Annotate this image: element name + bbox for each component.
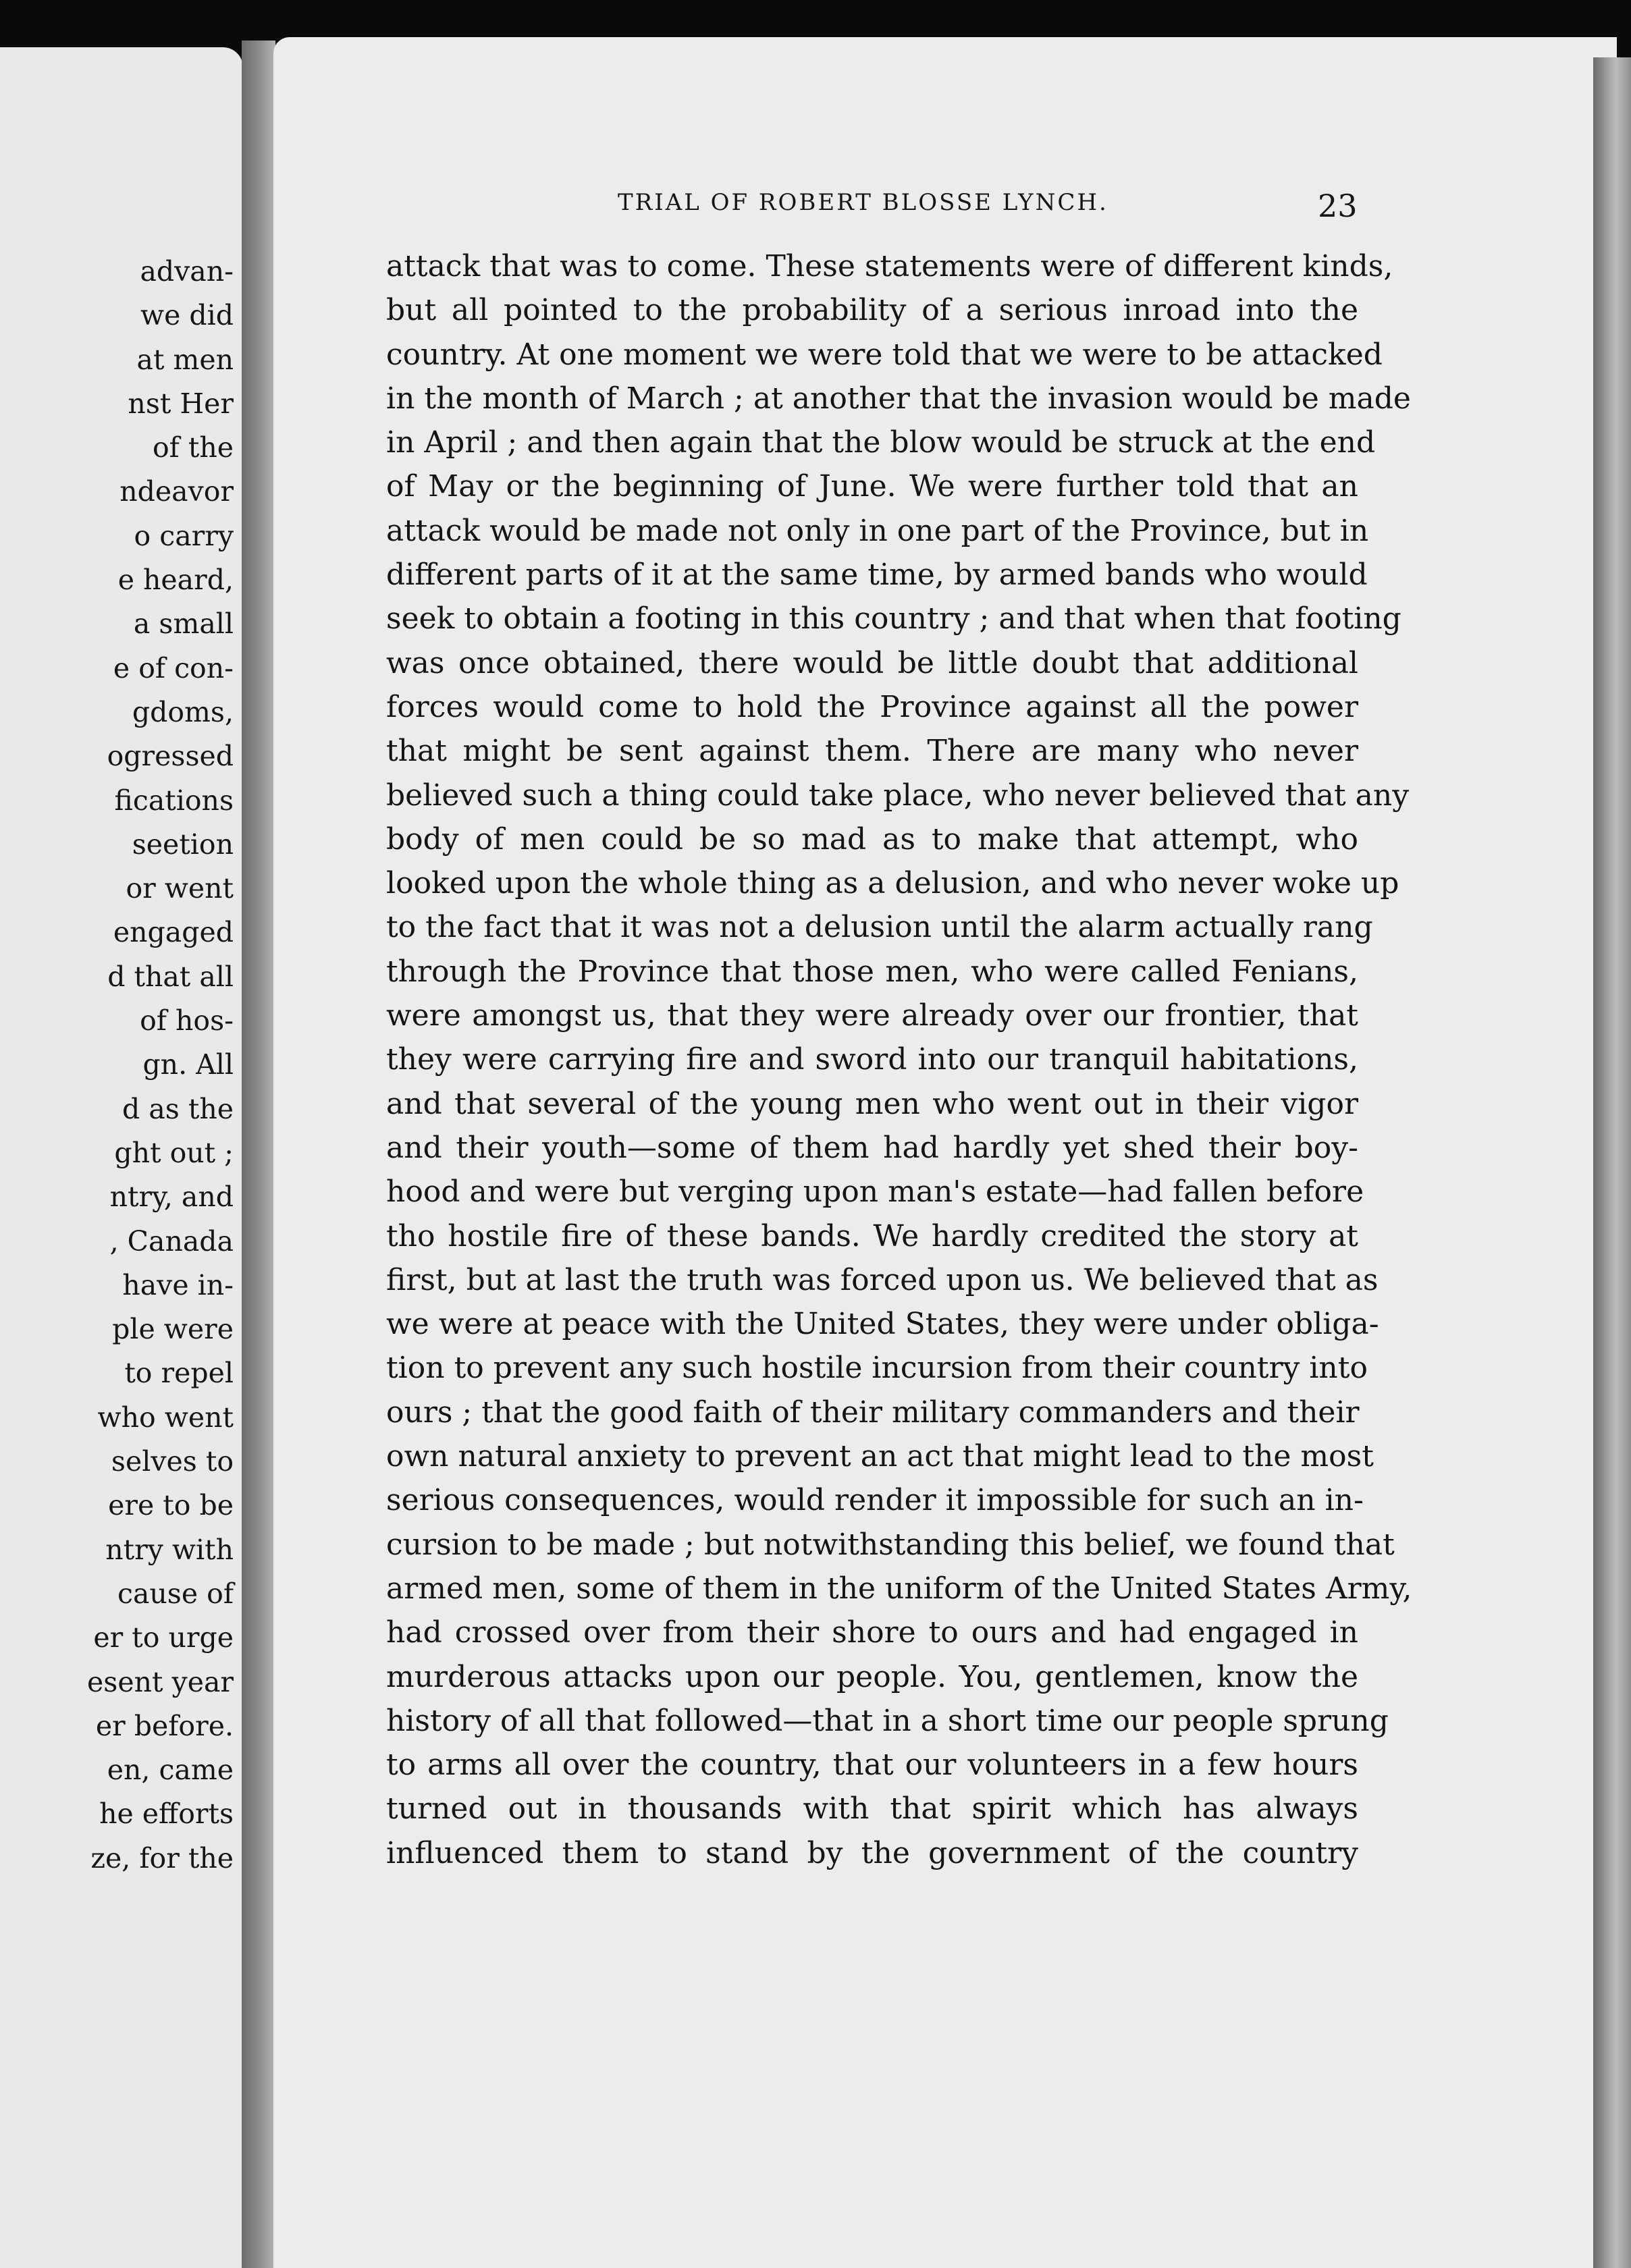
text-line: serious consequences, would render it impossible for such an in- (386, 1483, 1364, 1518)
running-title: TRIAL OF ROBERT BLOSSE LYNCH. (618, 189, 1108, 216)
text-line: different parts of it at the same time, by armed bands who would (386, 558, 1368, 593)
left-page-line: ntry with (105, 1533, 234, 1566)
text-line: seek to obtain a footing in this country ; and that when that footing (386, 601, 1401, 637)
text-line: we were at peace with the United States, they were under obliga- (386, 1307, 1379, 1342)
text-line: but all pointed to the probability of a serious inroad into the (386, 293, 1358, 328)
text-line: and their youth—some of them had hardly yet shed their boy- (386, 1130, 1358, 1165)
text-line: were amongst us, that they were already over our frontier, that (386, 998, 1358, 1033)
text-line: that might be sent against them. There are many who never (386, 734, 1358, 769)
text-line: attack that was to come. These statements were of different kinds, (386, 249, 1393, 284)
left-page-line: esent year (87, 1665, 234, 1698)
left-page-line: we did (140, 299, 234, 332)
left-page-line: en, came (107, 1754, 234, 1787)
text-line: through the Province that those men, who were called Fenians, (386, 954, 1358, 989)
left-page-line: a small (133, 608, 234, 641)
text-line: had crossed over from their shore to ours and had engaged in (386, 1615, 1358, 1650)
text-line: murderous attacks upon our people. You, gentlemen, know the (386, 1659, 1358, 1694)
left-page-line: ndeavor (119, 475, 234, 508)
left-page-line: to repel (124, 1357, 234, 1390)
left-page-line: gdoms, (132, 695, 234, 728)
text-line: and that several of the young men who went out in their vigor (386, 1086, 1358, 1121)
left-page-line: o carry (134, 519, 234, 552)
text-line: cursion to be made ; but notwithstanding this belief, we found that (386, 1527, 1395, 1562)
left-page-line: ze, for the (90, 1841, 234, 1874)
text-line: tho hostile fire of these bands. We hardly credited the story at (386, 1218, 1358, 1253)
text-line: looked upon the whole thing as a delusion, and who never woke up (386, 866, 1399, 901)
left-page-line: ght out ; (114, 1136, 234, 1169)
left-page-line: nst Her (128, 387, 234, 420)
text-line: own natural anxiety to prevent an act that might lead to the most (386, 1439, 1374, 1474)
left-page-line: e heard, (117, 564, 234, 597)
left-page-line: have in- (122, 1268, 234, 1301)
left-page-text (87, 250, 234, 1881)
left-page-line: of the (152, 431, 234, 464)
text-line: history of all that followed—that in a short time our people sprung (386, 1703, 1389, 1738)
left-page-line: ogressed (107, 740, 234, 773)
text-line: in April ; and then again that the blow would be struck at the end (386, 425, 1376, 460)
text-line: tion to prevent any such hostile incursion from their country into (386, 1351, 1368, 1386)
page-edge (1593, 57, 1631, 2268)
left-page-line: who went (97, 1401, 234, 1434)
text-line: turned out in thousands with that spirit which has always (386, 1791, 1358, 1827)
text-line: to arms all over the country, that our volunteers in a few hours (386, 1748, 1358, 1783)
left-page-line: advan- (140, 255, 234, 288)
left-page-line: ere to be (108, 1489, 234, 1522)
left-page-line: , Canada (109, 1224, 234, 1258)
text-line: was once obtained, there would be little doubt that additional (386, 645, 1358, 680)
left-page-line: gn. All (142, 1048, 234, 1081)
left-page-line: d that all (107, 960, 234, 993)
left-page (0, 47, 243, 2268)
text-line: hood and were but verging upon man's estate—had fallen before (386, 1174, 1364, 1210)
text-line: ours ; that the good faith of their military commanders and their (386, 1395, 1360, 1430)
left-page-line: d as the (122, 1092, 234, 1125)
text-line: forces would come to hold the Province against all the power (386, 689, 1358, 724)
text-line: attack would be made not only in one part of the Province, but in (386, 513, 1369, 548)
left-page-line: e of con- (113, 651, 234, 684)
left-page-line: of hos- (140, 1004, 234, 1037)
text-line: armed men, some of them in the uniform of the United States Army, (386, 1571, 1412, 1606)
text-line: to the fact that it was not a delusion until the alarm actually rang (386, 910, 1373, 945)
text-line: body of men could be so mad as to make that attempt, who (386, 821, 1358, 857)
text-line: in the month of March ; at another that the invasion would be made (386, 381, 1411, 416)
text-line: first, but at last the truth was forced upon us. We believed that as (386, 1262, 1379, 1297)
left-page-line: er before. (95, 1709, 234, 1742)
text-line: of May or the beginning of June. We were further told that an (386, 469, 1358, 504)
left-page-line: ple were (112, 1313, 234, 1346)
left-page-line: er to urge (93, 1621, 234, 1654)
text-line: country. At one moment we were told that we were to be attacked (386, 337, 1383, 372)
left-page-line: selves to (111, 1445, 234, 1478)
book-gutter (242, 40, 275, 2268)
text-line: influenced them to stand by the government of the country (386, 1835, 1358, 1870)
left-page-line: he efforts (99, 1798, 234, 1831)
page-number: 23 (1318, 188, 1358, 224)
left-page-line: or went (126, 872, 234, 905)
left-page-line: seetion (132, 828, 234, 861)
text-line: they were carrying fire and sword into our tranquil habitations, (386, 1042, 1358, 1077)
text-line: believed such a thing could take place, who never believed that any (386, 778, 1410, 813)
left-page-line: engaged (113, 916, 234, 949)
left-page-line: cause of (117, 1577, 234, 1610)
left-page-line: ntry, and (109, 1181, 234, 1214)
left-page-line: fications (114, 784, 234, 817)
body-text (386, 244, 1412, 1875)
left-page-line: at men (136, 343, 234, 376)
